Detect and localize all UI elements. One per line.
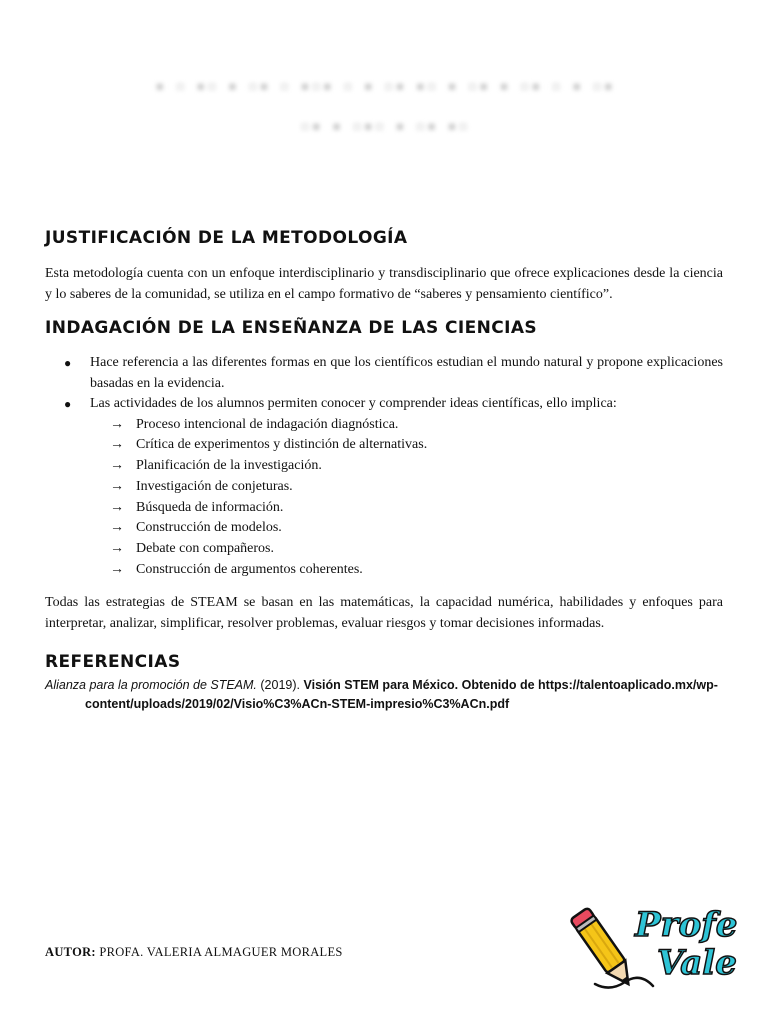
heading-referencias: REFERENCIAS xyxy=(45,652,181,672)
sub-item-text: Construcción de argumentos coherentes. xyxy=(136,562,363,578)
list-item xyxy=(110,539,723,560)
bullet-text: Hace referencia a las diferentes formas en que los científicos estudian el mundo natural y propone explicaciones basadas en la evidencia. xyxy=(90,355,723,391)
reference-year: (2019). xyxy=(256,678,304,692)
sub-item-text: Construcción de modelos. xyxy=(136,520,282,536)
list-item xyxy=(110,435,723,456)
logo-text-vale: Vale xyxy=(657,943,737,983)
list-item xyxy=(110,415,723,436)
arrow-right-icon: → xyxy=(110,416,124,432)
paragraph-steam: Todas las estrategias de STEAM se basan en las matemáticas, la capacidad numérica, habilidades y enfoques para interpretar, analizar, simplificar, resolver problemas, evaluar riesgos y tomar decisiones informadas. xyxy=(45,595,723,631)
sub-list xyxy=(90,415,723,581)
bullet-text: Las actividades de los alumnos permiten conocer y comprender ideas científicas, ello implica: xyxy=(90,396,617,411)
sub-item-text: Crítica de experimentos y distinción de alternativas. xyxy=(136,437,428,453)
paragraph-justificacion: Esta metodología cuenta con un enfoque interdisciplinario y transdisciplinario que ofrece explicaciones desde la ciencia y lo saberes de la comunidad, se utiliza en el campo formativo de “saberes y pensamiento científico”. xyxy=(45,266,723,302)
sub-item-text: Debate con compañeros. xyxy=(136,541,274,557)
bullet-icon: ● xyxy=(64,356,72,370)
arrow-right-icon: → xyxy=(110,562,124,578)
sub-item-text: Proceso intencional de indagación diagnóstica. xyxy=(136,416,399,432)
blurred-title: ▪ ▫ ▪▫ ▪ ▫▪ ▫ ▪▫▪ ▫ ▪ ▫▪ ▪▫ ▪ ▫▪ ▪ ▫▪ ▫ ▪ ▫▪ ▫▪ ▪ ▫▪▫ ▪ ▫▪ ▪▫ xyxy=(155,71,615,141)
sub-item-text: Investigación de conjeturas. xyxy=(136,478,293,494)
pencil-icon xyxy=(570,907,637,990)
reference-entry xyxy=(45,676,725,714)
reference-url[interactable]: content/uploads/2019/02/Visio%C3%ACn-STEM-impresio%C3%ACn.pdf xyxy=(85,697,510,711)
logo-text-profe: Profe xyxy=(635,905,738,945)
sub-item-text: Búsqueda de información. xyxy=(136,499,284,515)
author-line xyxy=(45,945,343,960)
author-name: PROFA. VALERIA ALMAGUER MORALES xyxy=(95,945,343,959)
heading-indagacion: INDAGACIÓN DE LA ENSEÑANZA DE LAS CIENCIAS xyxy=(45,318,538,338)
author-label: AUTOR: xyxy=(45,945,96,959)
profe-vale-logo xyxy=(565,896,745,996)
arrow-right-icon: → xyxy=(110,520,124,536)
list-item xyxy=(60,353,723,394)
arrow-right-icon: → xyxy=(110,478,124,494)
arrow-right-icon: → xyxy=(110,541,124,557)
arrow-right-icon: → xyxy=(110,458,124,474)
arrow-right-icon: → xyxy=(110,437,124,453)
list-item xyxy=(110,498,723,519)
bullet-icon: ● xyxy=(64,397,72,411)
list-item xyxy=(110,518,723,539)
list-item xyxy=(110,456,723,477)
list-item xyxy=(60,394,723,581)
bullet-list xyxy=(60,353,723,581)
list-item xyxy=(110,560,723,581)
reference-author: Alianza para la promoción de STEAM. xyxy=(45,678,257,692)
reference-title[interactable]: Visión STEM para México. Obtenido de https://talentoaplicado.mx/wp- xyxy=(303,678,718,692)
heading-justificacion: JUSTIFICACIÓN DE LA METODOLOGÍA xyxy=(45,228,408,248)
sub-item-text: Planificación de la investigación. xyxy=(136,458,322,474)
list-item xyxy=(110,477,723,498)
arrow-right-icon: → xyxy=(110,499,124,515)
